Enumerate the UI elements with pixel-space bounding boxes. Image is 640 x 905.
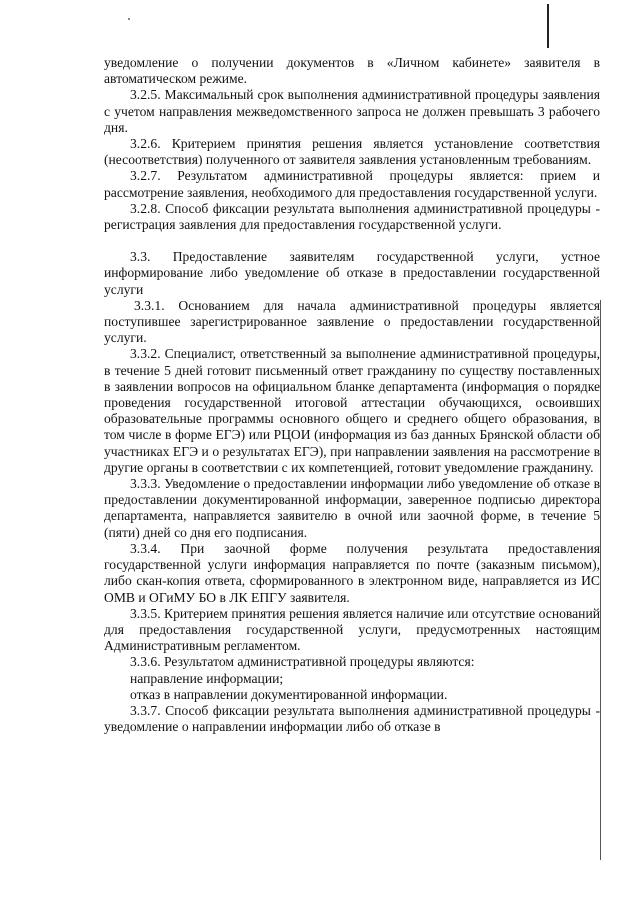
- paragraph-3-3-3: 3.3.3. Уведомление о предоставлении информации либо уведомление об отказе в предоставлении документированной информации, заверенное подписью директора департамента, направляется заявителю в очной или заочной форме, в течение 5 (пяти) дней со дня его подписания.: [104, 476, 600, 540]
- list-item-direction: направление информации;: [130, 670, 284, 686]
- paragraph-3-3-6: 3.3.6. Результатом административной процедуры являются:: [130, 654, 475, 670]
- paragraph-3-3-7: 3.3.7. Способ фиксации результата выполнения административной процедуры - уведомление о направлении информации либо об отказе в: [104, 702, 600, 735]
- paragraph-3-3-5: 3.3.5. Критерием принятия решения является наличие или отсутствие оснований для предоставления государственной услуги, предусмотренных настоящим Административным регламентом.: [104, 605, 600, 654]
- scan-artifact-line: [547, 4, 549, 48]
- paragraph-3-2-7: 3.2.7. Результатом административной процедуры является: прием и рассмотрение заявления, необходимого для предоставления государственной услуги.: [104, 168, 600, 200]
- paragraph-3-3-4: 3.3.4. При заочной форме получения результата предоставления государственной услуги информация направляется по почте (заказным письмом), либо скан-копия ответа, сформированного в электронном виде, направляется из ИС ОМВ и ОГиМУ БО в ЛК ЕПГУ заявителя.: [104, 540, 600, 605]
- paragraph-3-2-6: 3.2.6. Критерием принятия решения является установление соответствия (несоответствия) полученного от заявителя заявления установленным требованиям.: [104, 136, 600, 168]
- section-gap: [104, 233, 600, 249]
- paragraph-3-2-5: 3.2.5. Максимальный срок выполнения административной процедуры заявления с учетом направления межведомственного запроса не должен превышать 3 рабочего дня.: [104, 87, 600, 135]
- document-body: [104, 55, 600, 735]
- scan-artifact-margin-line: [600, 300, 601, 860]
- paragraph-3-3-2: 3.3.2. Специалист, ответственный за выполнение административной процедуры, в течение 5 дней готовит письменный ответ гражданину по существу поставленных в заявлении вопросов на официальном бланке департамента (информация о порядке проведения государственной итоговой аттестации обучающихся, освоивших образовательные программы основного общего и среднего общего образования, в том числе в форме ЕГЭ) или РЦОИ (информация из баз данных Брянской области об участниках ЕГЭ и о результатах ЕГЭ), при направлении заявления на рассмотрение в другие органы в соответствии с их компетенцией, готовит уведомление гражданину.: [104, 346, 600, 475]
- paragraph-3-3-1: 3.3.1. Основанием для начала административной процедуры является поступившее зарегистрированное заявление о предоставлении государственной услуги.: [104, 297, 600, 346]
- scan-artifact-dot: [128, 18, 130, 20]
- paragraph-3-2-8: 3.2.8. Способ фиксации результата выполнения административной процедуры - регистрация заявления для предоставления государственной услуги.: [104, 200, 600, 233]
- list-item-refusal: отказ в направлении документированной информации.: [130, 686, 448, 702]
- section-heading-3-3: 3.3. Предоставление заявителям государственной услуги, устное информирование либо уведомление об отказе в предоставлении государственной услуги: [104, 249, 600, 297]
- paragraph-continuation: уведомление о получении документов в «Личном кабинете» заявителя в автоматическом режиме.: [104, 55, 600, 87]
